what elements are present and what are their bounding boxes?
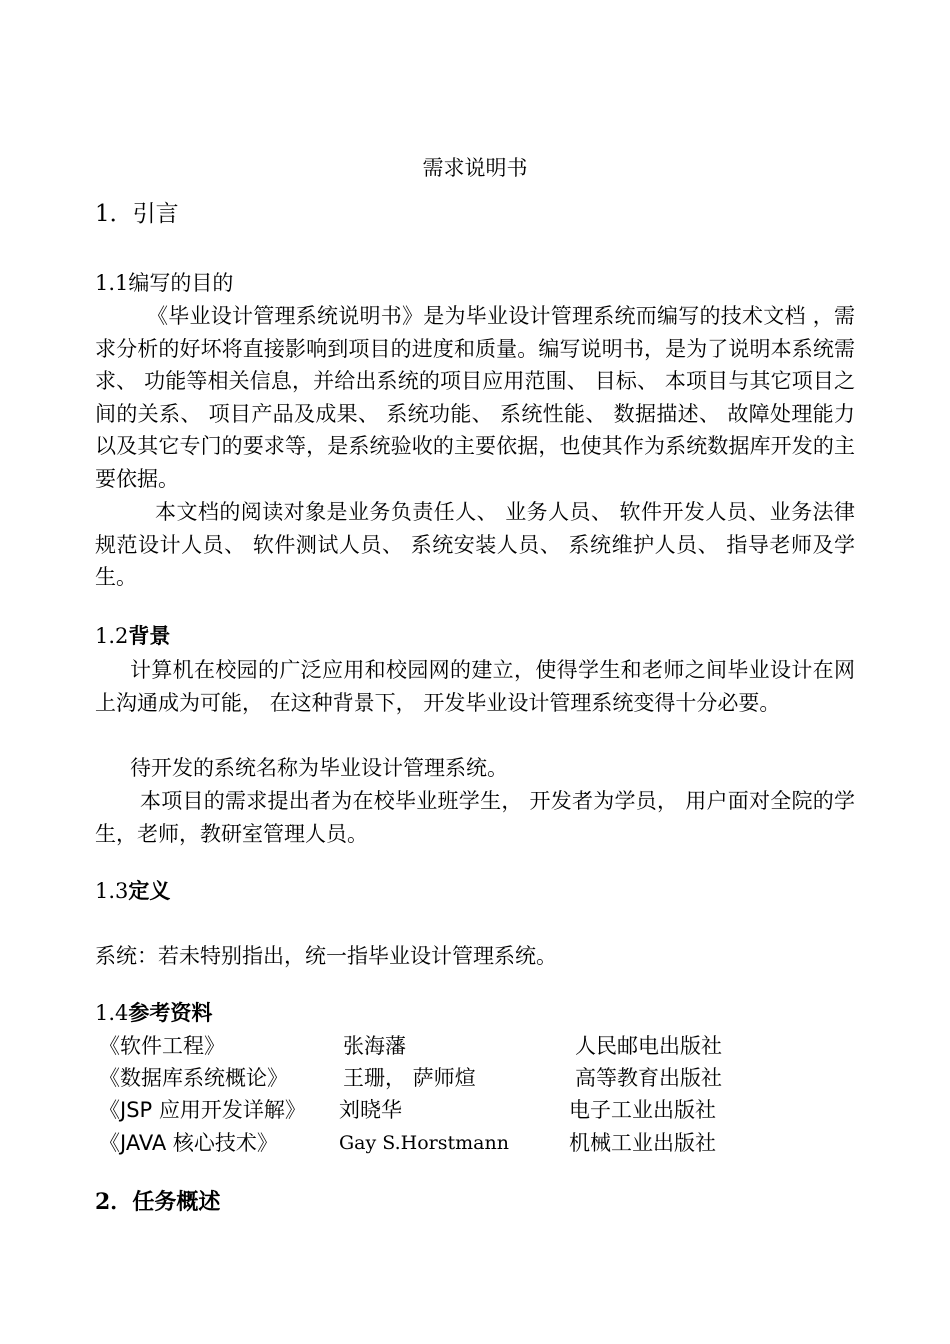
reference-publisher: 电子工业出版社 — [569, 1098, 716, 1122]
reference-book: 《数据库系统概论》 — [99, 1066, 288, 1090]
section-1-title: 引言 — [132, 201, 179, 227]
section-2-title: 任务概述 — [132, 1190, 221, 1215]
reference-row — [95, 1030, 855, 1062]
section-1-2-paragraph-1: 计算机在校园的广泛应用和校园网的建立，使得学生和老师之间毕业设计在网上沟通成为可能， 在这种背景下， 开发毕业设计管理系统变得十分必要。 — [95, 658, 855, 715]
section-1-1-heading — [95, 268, 233, 298]
reference-author: Gay S.Horstmann — [339, 1132, 509, 1154]
section-1-1-title: 编写的目的 — [128, 271, 234, 295]
reference-row — [95, 1127, 855, 1159]
section-1-3-title: 定义 — [128, 879, 171, 903]
reference-book: 《软件工程》 — [99, 1034, 225, 1058]
reference-author: 张海藩 — [343, 1034, 406, 1058]
reference-author: 刘晓华 — [339, 1098, 402, 1122]
reference-publisher: 高等教育出版社 — [575, 1066, 722, 1090]
reference-book: 《JSP 应用开发详解》 — [99, 1098, 306, 1122]
section-1-number: 1． — [95, 201, 133, 227]
reference-publisher: 机械工业出版社 — [569, 1131, 716, 1155]
reference-publisher: 人民邮电出版社 — [575, 1034, 722, 1058]
section-2-number: 2． — [95, 1189, 133, 1215]
section-1-2-number: 1.2 — [95, 624, 129, 648]
reference-book: 《JAVA 核心技术》 — [99, 1131, 278, 1155]
section-1-4-heading — [95, 998, 212, 1028]
section-1-4-number: 1.4 — [95, 1001, 129, 1025]
section-1-3-paragraph: 系统：若未特别指出，统一指毕业设计管理系统。 — [95, 944, 557, 968]
section-1-4-title: 参考资料 — [128, 1001, 213, 1025]
section-1-3-number: 1.3 — [95, 879, 129, 903]
section-2-heading — [95, 1186, 220, 1219]
section-1-3-heading — [95, 876, 170, 906]
document-title: 需求说明书 — [422, 156, 528, 180]
reference-row — [95, 1062, 855, 1094]
section-1-2-title: 背景 — [128, 624, 171, 648]
reference-author: 王珊， 萨师煊 — [343, 1066, 476, 1090]
section-1-1-paragraph-1: 《毕业设计管理系统说明书》是为毕业设计管理系统而编写的技术文档 ，需求分析的好坏将直接影响到项目的进度和质量。编写说明书，是为了说明本系统需求、 功能等相关信息，并给出系统的项目应用范围、 目标、 本项目与其它项目之间的关系、 项目产品及成果、 系统功能、 系统性能、 数据描述、 故障处理能力以及其它专门的要求等，是系统验收的主要依据，也使其作为系统数据库开发的主要依据。 — [95, 304, 855, 491]
section-1-2-paragraph-2: 待开发的系统名称为毕业设计管理系统。 — [130, 756, 508, 780]
section-1-heading — [95, 198, 179, 230]
section-1-2-heading — [95, 621, 170, 651]
section-1-1-paragraph-2: 本文档的阅读对象是业务负责任人、 业务人员、 软件开发人员、业务法律规范设计人员、 软件测试人员、 系统安装人员、 系统维护人员、 指导老师及学生。 — [95, 500, 855, 589]
section-1-2-paragraph-3: 本项目的需求提出者为在校毕业班学生， 开发者为学员， 用户面对全院的学生，老师，教研室管理人员。 — [95, 789, 855, 846]
reference-row — [95, 1094, 855, 1126]
section-1-1-number: 1.1 — [95, 271, 129, 295]
